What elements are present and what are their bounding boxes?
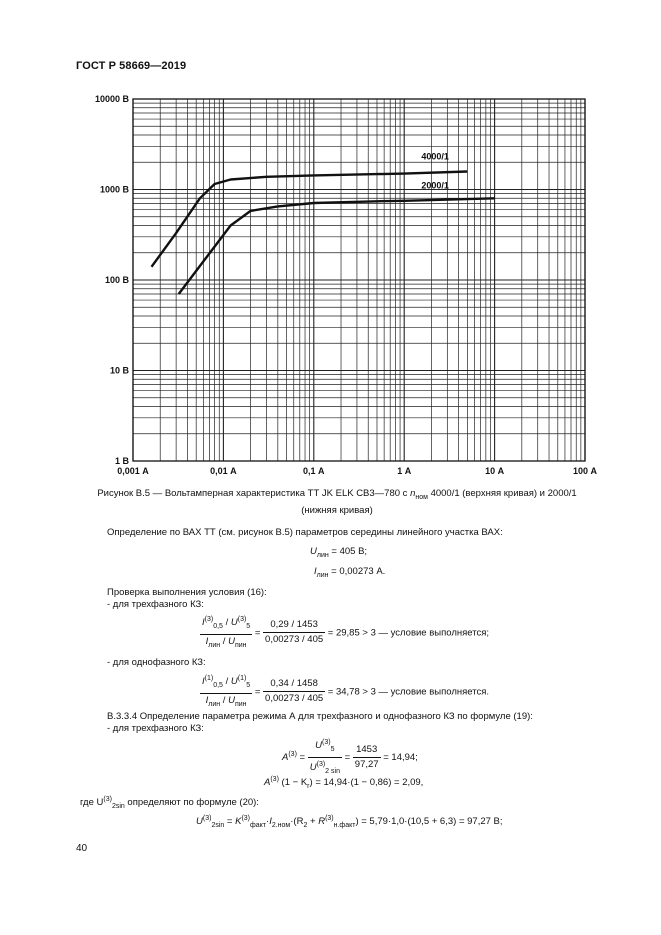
para-where: где $U^{(3)}_{2sin}$ определяют по формуле (20):	[80, 796, 259, 811]
para-b334: В.3.3.4 Определение параметра режима А для трехфазного и однофазного КЗ по формуле (19):	[107, 711, 533, 722]
caption-sub: ном	[415, 493, 428, 501]
figure-caption	[76, 487, 598, 517]
para-threephase: - для трехфазного КЗ:	[107, 599, 204, 610]
series-label-2000-1: 2000/1	[421, 180, 449, 191]
caption-var: n	[410, 488, 416, 499]
y-tick-label: 1000 В	[99, 184, 129, 195]
y-tick-label: 10000 В	[94, 94, 129, 104]
x-tick-label: 0,001 А	[117, 466, 149, 476]
eq-u-lin: $U_{лин} = 405$ В;	[310, 546, 368, 559]
x-tick-label: 1 А	[397, 466, 412, 476]
eq-i-lin: $I_{лин} = 0,00273$ А.	[314, 566, 386, 579]
para-definition: Определение по ВАХ ТТ (см. рисунок В.5) параметров середины линейного участка ВАХ:	[107, 527, 503, 538]
page-number: 40	[76, 843, 88, 854]
x-tick-label: 0,1 А	[303, 466, 325, 476]
x-tick-label: 100 А	[572, 466, 598, 476]
y-tick-label: 1 В	[114, 456, 129, 466]
chart-grid	[133, 99, 585, 461]
eq-u2sin: $U^{(3)}_{2sin} = K^{(3)}_{факт}\cdot I_{2.ном}\cdot(R_2 + R^{(3)}_{н.факт}) = 5,79\cdot 1,0\cdot(10,5 + 6,3) = 97,27$ В;	[196, 815, 503, 830]
para-check: Проверка выполнения условия (16):	[107, 587, 267, 598]
y-tick-label: 10 В	[109, 365, 129, 376]
eq-check-3ph: $\frac{I^{(3)}_{0,5} / U^{(3)}_5}{I_{лин} / U_{пин}}$ = $\frac{0,29 / 1453}{0,00273 / 405}$ = 29,85 > 3 — условие выполняется;	[202, 616, 490, 649]
para-singlephase: - для однофазного КЗ:	[107, 657, 206, 668]
x-tick-label: 0,01 А	[210, 466, 237, 476]
caption-line1-pre: Рисунок В.5 — Вольтамперная характеристика ТТ JK ELK CB3—780 с	[97, 488, 411, 499]
caption-line1-post: 4000/1 (верхняя кривая) и 2000/1	[427, 488, 577, 499]
caption-line2: (нижняя кривая)	[301, 504, 373, 516]
eq-a3: $A^{(3)}$ = $\frac{U^{(3)}_5}{U^{(3)}_{2 sin}}$ = $\frac{1453}{97,27}$ = 14,94;	[282, 739, 418, 776]
para-threephase-2: - для трехфазного КЗ:	[107, 723, 204, 734]
x-tick-label: 10 А	[485, 466, 505, 476]
eq-check-1ph: $\frac{I^{(1)}_{0,5} / U^{(1)}_5}{I_{лин} / U_{пин}}$ = $\frac{0,34 / 1458}{0,00273 / 405}$ = 34,78 > 3 — условие выполняется.	[202, 675, 490, 708]
y-tick-label: 100 В	[104, 275, 129, 285]
eq-a3-kr: $A^{(3)}$ $(1 - K_r) = 14,94\cdot(1 - 0,86) = 2,09$,	[264, 776, 424, 791]
document-header: ГОСТ Р 58669—2019	[76, 60, 187, 72]
series-label-4000-1: 4000/1	[421, 151, 449, 162]
